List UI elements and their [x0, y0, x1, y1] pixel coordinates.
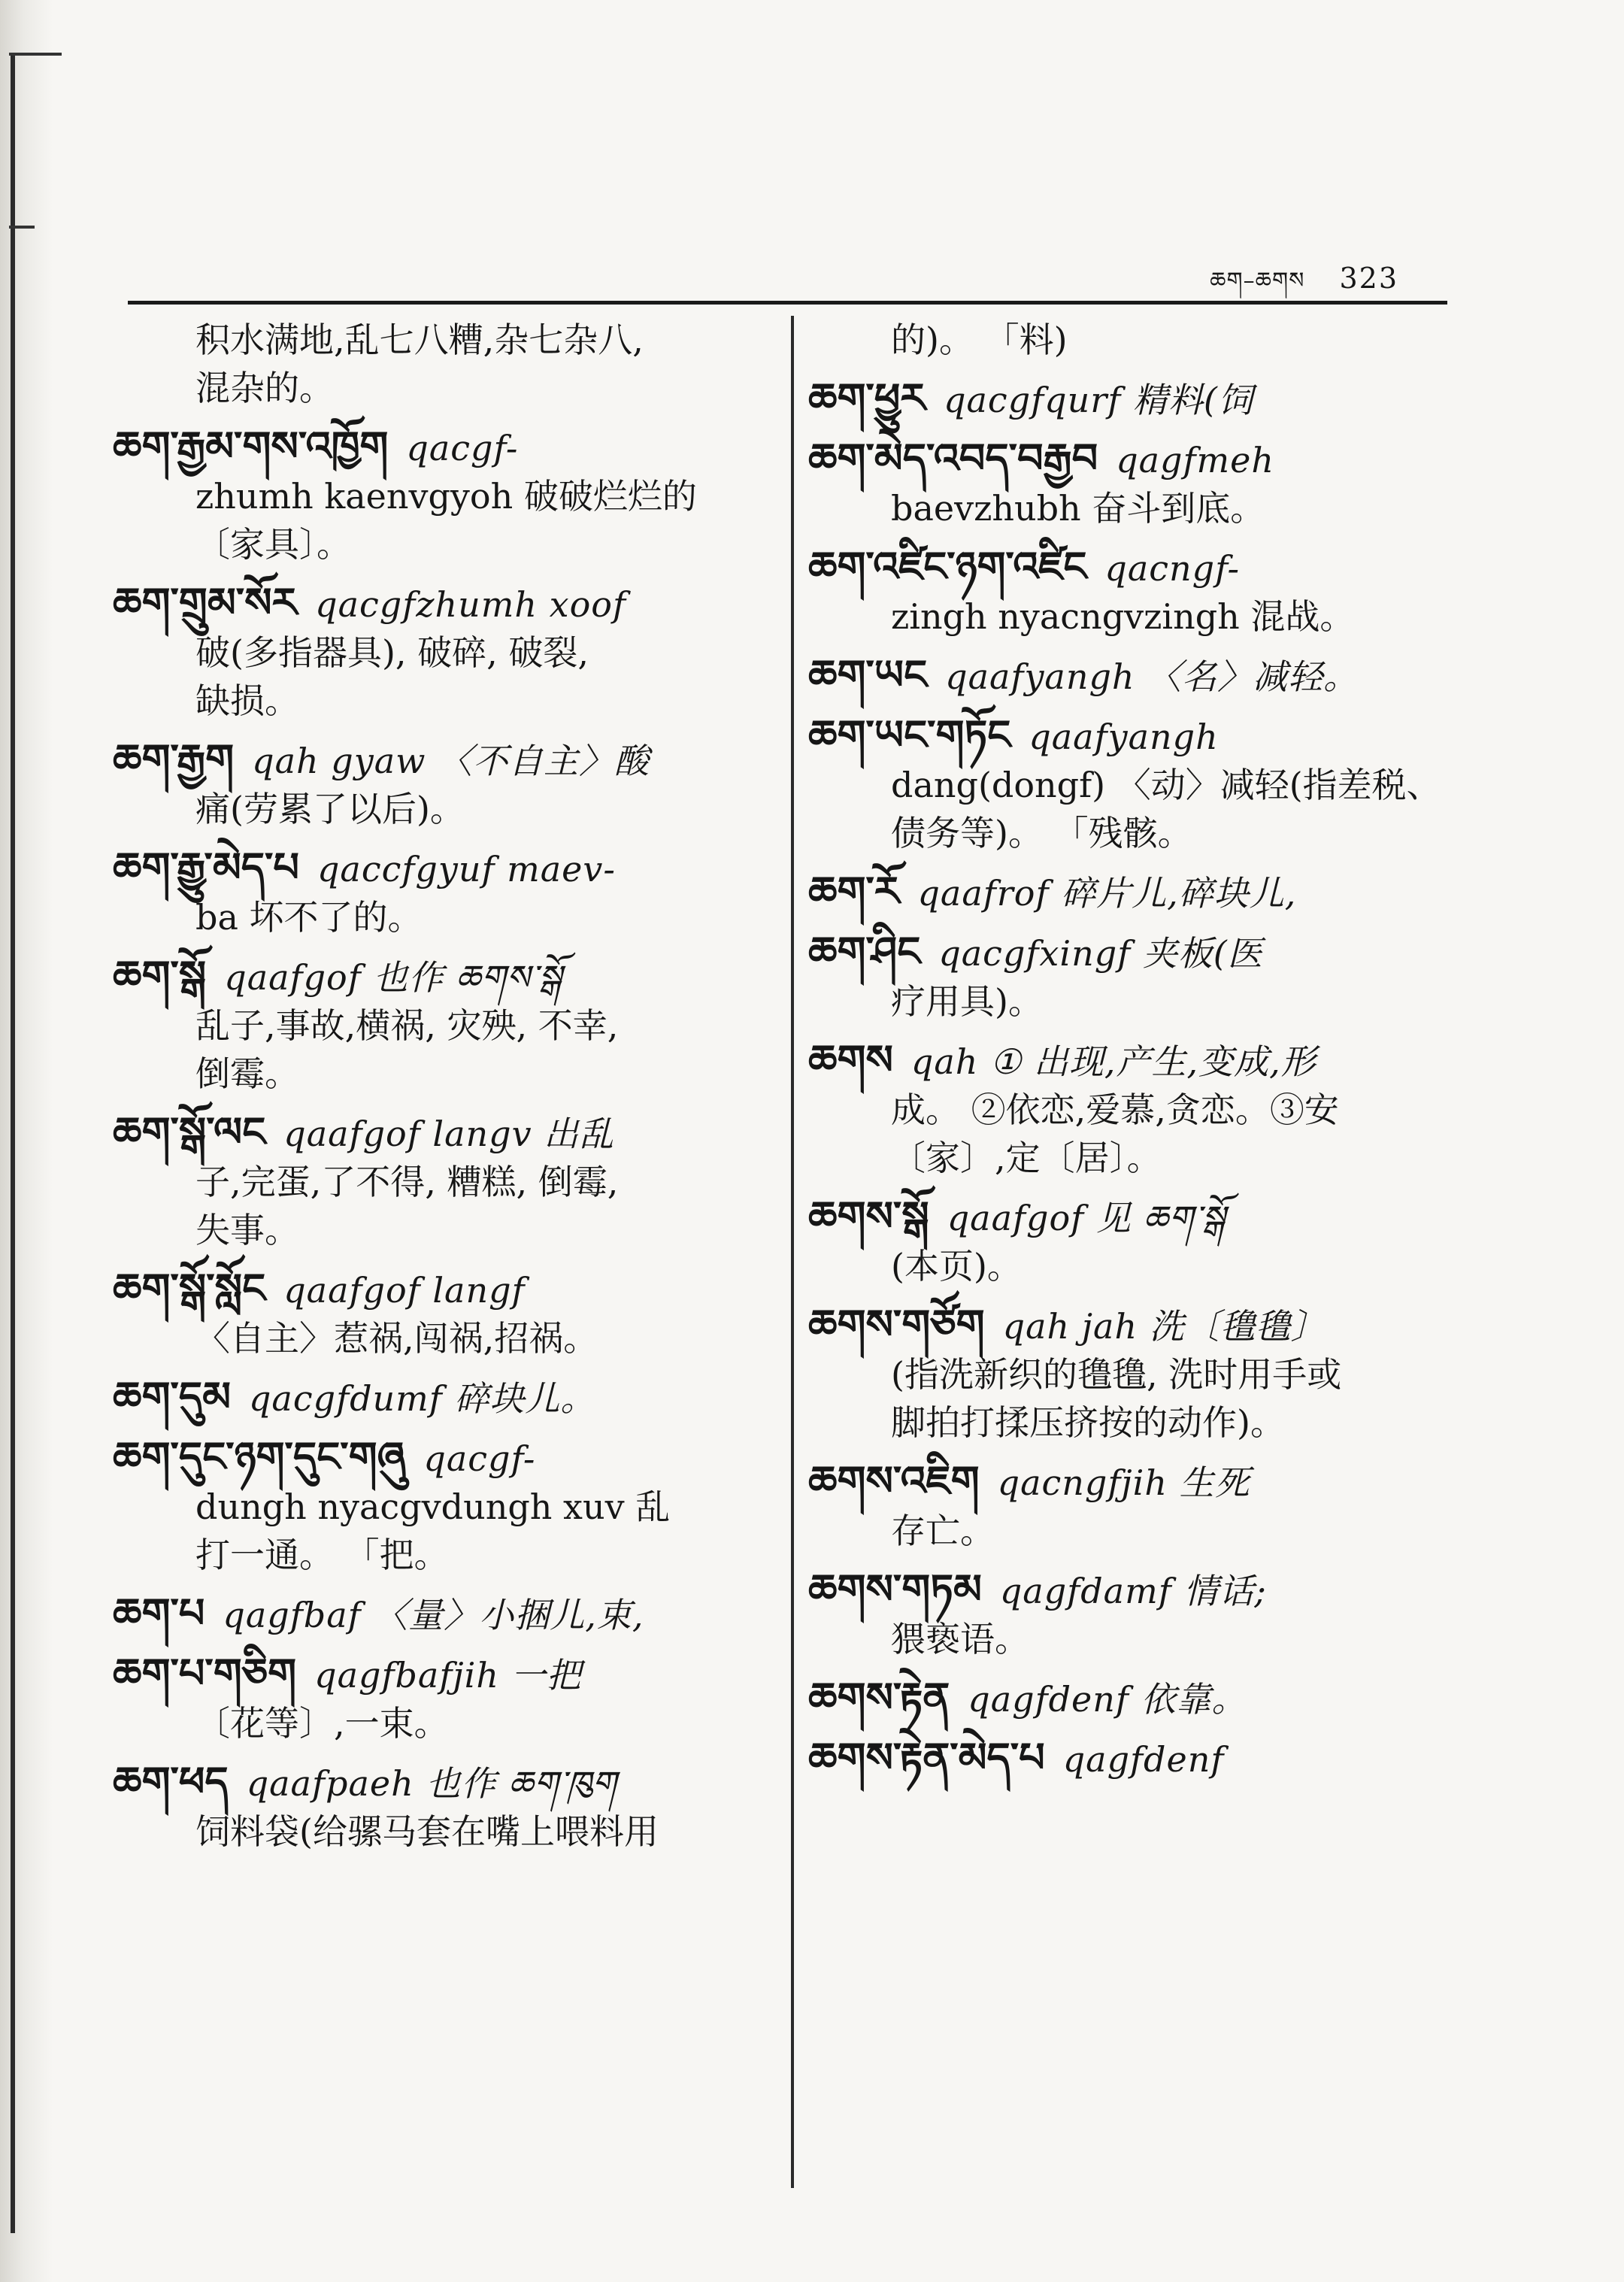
entry-line-text: qaafgof langv 出乱 — [283, 1114, 615, 1154]
entry-gap — [113, 1098, 759, 1108]
dictionary-entry — [808, 1193, 1455, 1301]
entry-gap — [113, 568, 759, 579]
tibetan-headword: ཆག་པ་གཅིག — [113, 1650, 297, 1697]
entry-headline — [808, 543, 1455, 592]
entry-headline — [808, 868, 1455, 917]
entry-gap — [808, 641, 1455, 651]
scan-edge — [0, 0, 53, 2282]
dictionary-entry — [808, 1301, 1455, 1457]
dictionary-entry — [808, 543, 1455, 651]
tibetan-headword: ཆག་ཕྱུར — [808, 374, 926, 422]
entry-line: 的)。 「料) — [891, 320, 1068, 360]
dictionary-entry — [113, 1433, 759, 1590]
entry-line: 子,完蛋,了不得, 糟糕, 倒霉, — [195, 1162, 619, 1202]
entry-line-text: qacgf- — [423, 1438, 536, 1479]
entry-line: (本页)。 — [891, 1246, 1022, 1286]
tibetan-headword: ཆག་དུམ — [113, 1373, 231, 1420]
entry-line: 倒霉。 — [195, 1053, 299, 1094]
entry-headline — [113, 579, 759, 629]
entry-gap — [113, 833, 759, 844]
tibetan-headword: ཆགས — [808, 1036, 893, 1083]
entry-gap — [113, 1423, 759, 1433]
tibetan-headword: ཆག་ཡང — [808, 651, 928, 699]
dictionary-entry — [808, 868, 1455, 928]
scan-mark — [11, 53, 15, 2233]
entry-headline — [113, 1265, 759, 1314]
dictionary-entry — [113, 423, 759, 579]
entry-headline — [808, 1457, 1455, 1507]
scan-tick — [9, 53, 62, 56]
entry-headline — [113, 1758, 759, 1808]
page-header — [1210, 256, 1398, 319]
entry-line: baevzhubh 奋斗到底。 — [891, 488, 1265, 529]
dictionary-entry — [808, 374, 1455, 435]
entry-line-text: qaafgof langf — [283, 1270, 526, 1311]
entry-line-text: qagfdenf — [1062, 1739, 1225, 1780]
entry-gap — [113, 1254, 759, 1265]
tibetan-headword: ཆགས་རྟེན — [808, 1674, 950, 1721]
tibetan-headword: ཆག་རྒྱག — [113, 735, 235, 783]
entry-gap — [808, 1723, 1455, 1734]
entry-line-text: qah ① 出现,产生,变成,形 — [910, 1041, 1316, 1082]
dictionary-entry — [808, 1565, 1455, 1674]
tibetan-headword: ཆག་སྒོ — [113, 952, 207, 999]
entry-line: 痛(劳累了以后)。 — [195, 789, 465, 829]
entry-line: (指洗新织的氇氇, 洗时用手或 — [891, 1354, 1342, 1395]
tibetan-headword: ཆག་དུང་ཉག་དུང་གཞུ — [113, 1433, 406, 1480]
dictionary-entry — [113, 1758, 759, 1866]
entry-line: 存亡。 — [891, 1511, 995, 1551]
tibetan-headword: ཆག་ཡང་གཏོང — [808, 711, 1011, 759]
dictionary-entry — [113, 735, 759, 844]
entry-line: 债务等)。 「残骸。 — [891, 813, 1192, 853]
entry-line: 积水满地,乱七八糟,杂七杂八, — [195, 320, 644, 360]
tibetan-headword: ཆག་ཕད — [113, 1758, 229, 1805]
entry-line: 打一通。 「把。 — [195, 1535, 449, 1575]
entry-line-text: qagfbafjih 一把 — [314, 1655, 582, 1696]
tibetan-headword: ཆག་སྒོ་ལང — [113, 1108, 266, 1156]
entry-gap — [113, 1639, 759, 1650]
dictionary-entry — [808, 1036, 1455, 1193]
entry-line: 〔家具〕。 — [195, 524, 351, 565]
entry-gap — [808, 364, 1455, 374]
entry-line: 乱子,事故,横祸, 灾殃, 不幸, — [195, 1005, 619, 1046]
entry-gap — [808, 917, 1455, 928]
entry-gap — [113, 941, 759, 952]
entry-headline — [808, 374, 1455, 424]
dictionary-entry — [808, 435, 1455, 543]
entry-line-text: qacgf- — [406, 428, 519, 468]
entry-line: zingh nyacngvzingh 混战。 — [891, 596, 1355, 637]
dictionary-entry — [808, 1674, 1455, 1734]
entry-line: dungh nyacgvdungh xuv 乱 — [195, 1486, 671, 1527]
dictionary-entry — [113, 952, 759, 1108]
tibetan-headword: ཆགས་རྟེན་མེད་པ — [808, 1734, 1045, 1781]
entry-headline — [113, 952, 759, 1002]
entry-headline — [113, 1433, 759, 1483]
dictionary-entry — [808, 651, 1455, 711]
dictionary-entry — [808, 928, 1455, 1036]
entry-line: zhumh kaenvgyoh 破破烂烂的 — [195, 476, 697, 517]
tibetan-headword: ཆགས་སྒོ — [808, 1193, 929, 1240]
entry-line-text: qagfdamf 情话; — [999, 1571, 1267, 1611]
entry-line: 疗用具)。 — [891, 981, 1043, 1022]
entry-headline — [113, 423, 759, 472]
tibetan-headword: ཆག་རྒྱུ་མེད་པ — [113, 844, 299, 891]
tibetan-headword: ཆག་མེད་འབད་བརྒྱབ — [808, 435, 1098, 482]
tibetan-headword: ཆག་རྒྱམ་གས་འཁྱོག — [113, 423, 389, 470]
entry-line: 〈自主〉惹祸,闯祸,招祸。 — [195, 1318, 598, 1359]
right-column — [808, 316, 1455, 1794]
entry-headline — [808, 1036, 1455, 1086]
entry-headline — [808, 435, 1455, 484]
entry-headline — [113, 1108, 759, 1158]
entry-gap — [808, 532, 1455, 543]
entry-line: 猥亵语。 — [891, 1619, 1029, 1659]
entry-line-text: qaafpaeh 也作 ཆག་ཁུག — [246, 1763, 617, 1804]
entry-gap — [113, 1747, 759, 1758]
entry-headline — [113, 1650, 759, 1699]
tibetan-headword: ཆགས་འཇིག — [808, 1457, 980, 1505]
entry-gap — [808, 1663, 1455, 1674]
tibetan-headword: ཆག་གྲུམ་སོར — [113, 579, 298, 626]
entry-headline — [808, 651, 1455, 701]
entry-gap — [808, 424, 1455, 435]
entry-line: 混杂的。 — [195, 368, 334, 408]
entry-line-text: qaafrof 碎片儿,碎块儿, — [917, 873, 1297, 914]
tibetan-headword: ཆག་འཛིང་ཉག་འཛིང — [808, 543, 1087, 590]
entry-headline — [113, 844, 759, 893]
entry-line: 失事。 — [195, 1210, 299, 1250]
dictionary-entry — [113, 1590, 759, 1650]
entry-headline — [808, 1301, 1455, 1350]
tibetan-headword: ཆགས་གཙོག — [808, 1301, 985, 1348]
dictionary-entry — [113, 1108, 759, 1265]
dictionary-entry — [113, 844, 759, 952]
dictionary-entry — [808, 711, 1455, 868]
entry-gap — [808, 701, 1455, 711]
entry-line-text: qacngf- — [1104, 548, 1241, 589]
entry-headline — [808, 1565, 1455, 1615]
entry-line: 成。 ②依恋,爱慕,贪恋。③安 — [891, 1089, 1339, 1130]
entry-gap — [808, 1290, 1455, 1301]
tibetan-headword: ཆག་རོ — [808, 868, 900, 915]
entry-gap — [808, 1026, 1455, 1036]
entry-headline — [113, 1373, 759, 1423]
entry-line-text: qacgfzhumh xoof — [315, 584, 626, 625]
tibetan-headword: ཆགས་གཏམ — [808, 1565, 982, 1613]
page-number: 323 — [1339, 262, 1398, 295]
entry-line-text: qacgfxingf 夹板(医 — [938, 933, 1263, 974]
entry-line-text: qagfmeh — [1116, 440, 1274, 480]
entry-line: 〔花等〕,一束。 — [195, 1703, 449, 1744]
entry-line: 饲料袋(给骡马套在嘴上喂料用 — [195, 1811, 659, 1852]
entry-gap — [808, 1783, 1455, 1794]
entry-headline — [113, 1590, 759, 1639]
entry-gap — [113, 1856, 759, 1866]
entry-line-text: qagfdenf 依靠。 — [968, 1679, 1247, 1720]
entry-line-text: qaafyangh 〈名〉减轻。 — [945, 656, 1359, 697]
dictionary-entry — [113, 579, 759, 735]
column-divider — [791, 316, 794, 2188]
entry-line: 脚拍打揉压挤按的动作)。 — [891, 1402, 1285, 1443]
entry-headline — [808, 928, 1455, 977]
entry-headline — [808, 1193, 1455, 1242]
dictionary-entry — [808, 1457, 1455, 1565]
entry-continuation — [113, 316, 759, 423]
entry-line: dang(dongf) 〈动〉减轻(指差税、 — [891, 765, 1441, 805]
guide-words: ཆག–ཆགས — [1210, 268, 1305, 294]
entry-gap — [808, 1555, 1455, 1565]
entry-gap — [113, 1362, 759, 1373]
entry-line-text: qah jah 洗〔氇氇〕 — [1002, 1306, 1326, 1347]
dictionary-entry — [113, 1650, 759, 1758]
entry-gap — [808, 857, 1455, 868]
entry-gap — [808, 1182, 1455, 1193]
tibetan-headword: ཆག་པ — [113, 1590, 205, 1637]
entry-line: 缺损。 — [195, 680, 299, 721]
scan-tick — [9, 226, 35, 229]
entry-gap — [113, 725, 759, 735]
entry-line-text: qaccfgyuf maev- — [317, 849, 616, 889]
entry-gap — [113, 1579, 759, 1590]
entry-line: 〔家〕,定〔居〕。 — [891, 1138, 1162, 1178]
entry-line-text: qaafyangh — [1029, 717, 1219, 757]
dictionary-entry — [113, 1373, 759, 1433]
tibetan-headword: ཆག་ཤིང — [808, 928, 921, 975]
entry-continuation — [808, 316, 1455, 374]
entry-line: 破(多指器具), 破碎, 破裂, — [195, 632, 589, 673]
tibetan-headword: ཆག་སྒོ་སློང — [113, 1265, 266, 1312]
entry-line: ba 坏不了的。 — [195, 897, 423, 938]
entry-headline — [808, 711, 1455, 761]
entry-line-text: qaafgof 也作 ཆགས་སྒོ — [224, 957, 562, 998]
entry-headline — [808, 1674, 1455, 1723]
left-column — [113, 316, 759, 1866]
entry-headline — [113, 735, 759, 785]
dictionary-entry — [113, 1265, 759, 1373]
entry-line-text: qah gyaw 〈不自主〉酸 — [252, 741, 650, 781]
entry-gap — [113, 412, 759, 423]
entry-line-text: qacngfjih 生死 — [997, 1462, 1250, 1503]
entry-gap — [808, 1447, 1455, 1457]
header-rule — [128, 301, 1447, 305]
entry-line-text: qaafgof 见 ཆག་སྒོ — [947, 1198, 1226, 1238]
dictionary-entry — [808, 1734, 1455, 1794]
entry-headline — [808, 1734, 1455, 1783]
entry-line-text: qacgfqurf 精料(饲 — [944, 380, 1253, 420]
entry-line-text: qacgfdumf 碎块儿。 — [248, 1378, 596, 1419]
entry-line-text: qagfbaf 〈量〉小捆儿,束, — [223, 1595, 644, 1635]
